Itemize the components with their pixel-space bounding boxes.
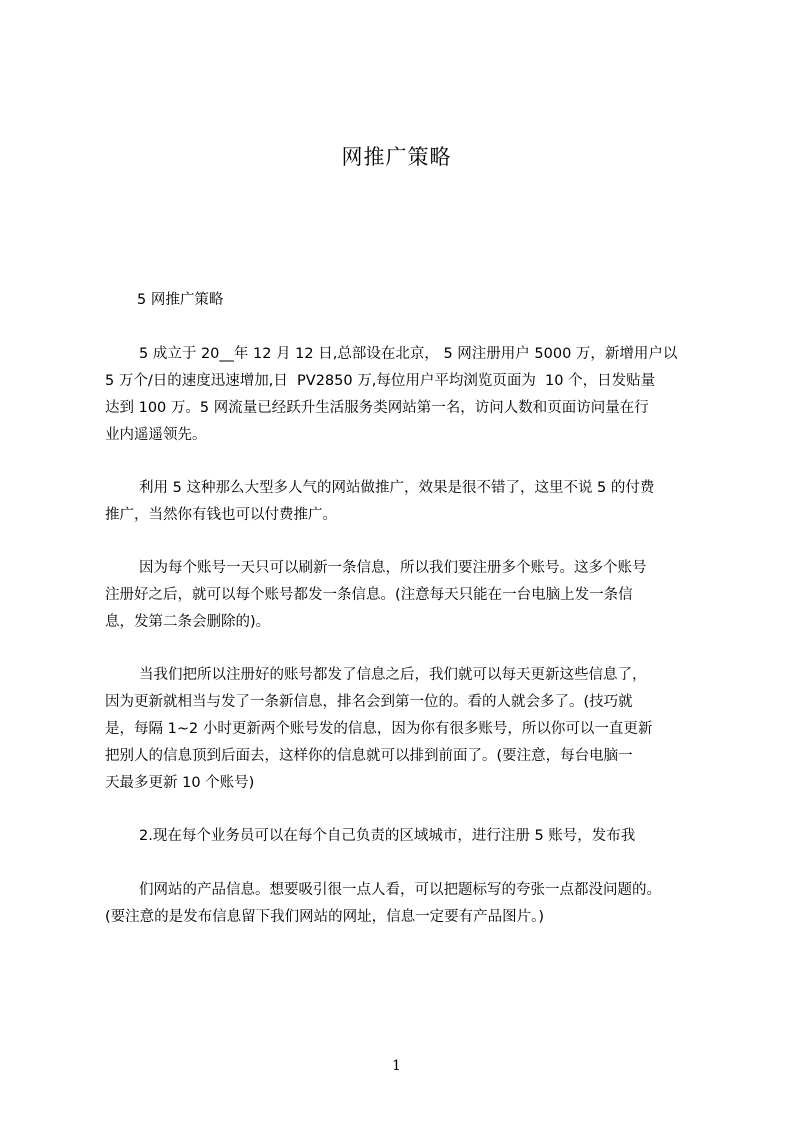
paragraph-line: 达到 100 万。5 网流量已经跃升生活服务类网站第一名，访问人数和页面访问量在行 bbox=[105, 400, 649, 416]
paragraph-line: (要注意的是发布信息留下我们网站的网址，信息一定要有产品图片。) bbox=[105, 909, 545, 925]
paragraph-line: 业内遥遥领先。 bbox=[105, 427, 207, 443]
paragraph-line: 推广，当然你有钱也可以付费推广。 bbox=[105, 507, 337, 523]
paragraph-line: 是，每隔 1~2 小时更新两个账号发的信息，因为你有很多账号，所以你可以一直更新 bbox=[105, 721, 653, 737]
paragraph-line: 注册好之后，就可以每个账号都发一条信息。(注意每天只能在一台电脑上发一条信 bbox=[105, 587, 633, 603]
paragraph-line: 利用 5 这种那么大型多人气的网站做推广，效果是很不错了，这里不说 5 的付费 bbox=[139, 480, 655, 496]
paragraph-line: 息，发第二条会删除的)。 bbox=[105, 614, 271, 630]
document-title: 网推广策略 bbox=[341, 145, 452, 169]
paragraph-line: 因为更新就相当与发了一条新信息，排名会到第一位的。看的人就会多了。(技巧就 bbox=[105, 694, 633, 710]
paragraph-line: 当我们把所以注册好的账号都发了信息之后，我们就可以每天更新这些信息了， bbox=[139, 667, 647, 683]
paragraph-line: 5 成立于 20__年 12 月 12 日,总部设在北京， 5 网注册用户 5000 万，新增用户以 bbox=[139, 346, 678, 362]
paragraph-line: 把别人的信息顶到后面去，这样你的信息就可以排到前面了。(要注意，每台电脑一 bbox=[105, 748, 633, 764]
paragraph-line: 因为每个账号一天只可以刷新一条信息，所以我们要注册多个账号。这多个账号 bbox=[139, 560, 647, 576]
paragraph-line: 们网站的产品信息。想要吸引很一点人看，可以把题标写的夸张一点都没问题的。 bbox=[139, 882, 661, 898]
section-heading: 5 网推广策略 bbox=[137, 292, 224, 308]
paragraph-line: 2.现在每个业务员可以在每个自己负责的区域城市，进行注册 5 账号，发布我 bbox=[139, 828, 636, 844]
page-number: 1 bbox=[392, 1058, 401, 1074]
paragraph-line: 5 万个/日的速度迅速增加,日 PV2850 万,每位用户平均浏览页面为 10 个，日发贴量 bbox=[105, 373, 656, 389]
paragraph-line: 天最多更新 10 个账号) bbox=[105, 775, 255, 791]
